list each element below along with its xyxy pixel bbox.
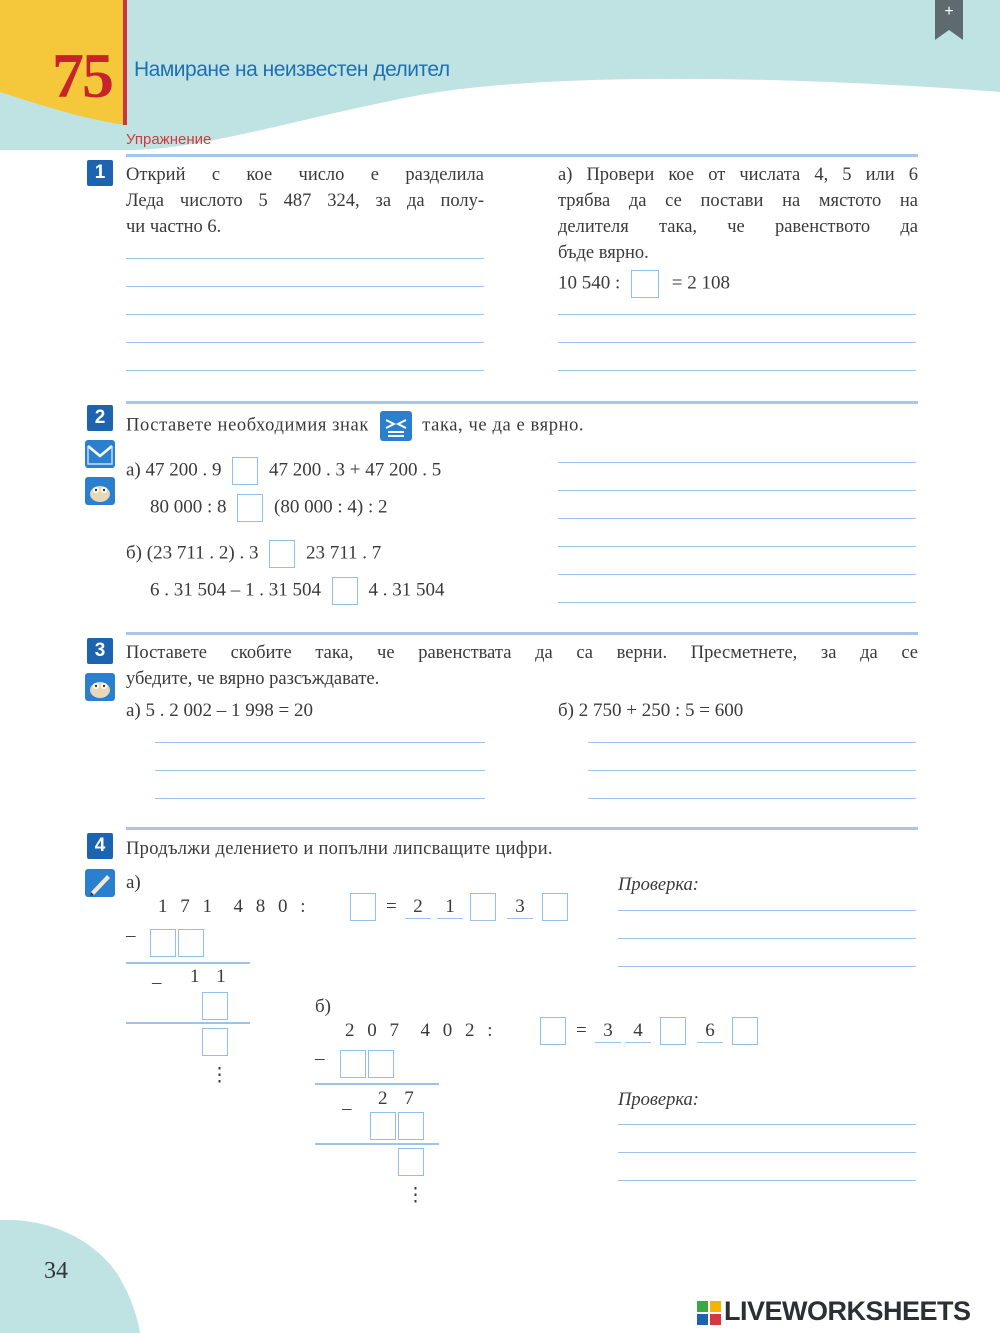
- quotient-digit: 1: [437, 896, 463, 919]
- liveworksheets-brand: LIVEWORKSHEETS: [724, 1296, 971, 1326]
- answer-line[interactable]: [558, 574, 916, 575]
- equals-sign: =: [386, 896, 397, 917]
- pencil-icon: [85, 869, 115, 897]
- divider: [126, 154, 918, 157]
- answer-line[interactable]: [618, 938, 916, 939]
- remainder-a: 1 1: [190, 966, 232, 987]
- answer-line[interactable]: [618, 966, 916, 967]
- expr-left: 6 . 31 504 – 1 . 31 504: [150, 579, 321, 601]
- lesson-title: Намиране на неизвестен делител: [134, 58, 450, 81]
- answer-line[interactable]: [558, 370, 916, 371]
- equation-left: 10 540 :: [558, 272, 621, 294]
- answer-line[interactable]: [155, 770, 485, 771]
- expr-left: 80 000 : 8: [150, 496, 227, 518]
- envelope-icon: [85, 440, 115, 468]
- continuation-dots: ⋮: [406, 1185, 425, 1206]
- divider: [126, 827, 918, 830]
- divider: [126, 401, 918, 404]
- answer-line[interactable]: [618, 910, 916, 911]
- equation-right: = 2 108: [671, 272, 730, 294]
- svg-text:+: +: [944, 3, 954, 20]
- dividend-a: 1 7 1 4 8 0 :: [158, 896, 310, 917]
- expr-left: 47 200 . 9: [145, 459, 222, 481]
- text-line: а) Провери кое от числата 4, 5 или 6: [558, 165, 918, 185]
- answer-line[interactable]: [155, 742, 485, 743]
- text-line: делителя така, че равенството да: [558, 217, 918, 237]
- text-line: чи частно 6.: [126, 217, 222, 237]
- sign-input-box[interactable]: [232, 457, 258, 485]
- answer-line[interactable]: [126, 286, 484, 287]
- quotient-digit-box[interactable]: [542, 893, 568, 921]
- answer-line[interactable]: [155, 798, 485, 799]
- instruction-part: Поставете необходимия знак: [126, 415, 369, 436]
- digit-box[interactable]: [398, 1112, 424, 1140]
- bookmark-icon: [935, 0, 963, 40]
- ex3-b-equation: б) 2 750 + 250 : 5 = 600: [558, 700, 744, 721]
- quotient-digit: 2: [405, 896, 431, 919]
- divisor-input-box[interactable]: [540, 1017, 566, 1045]
- digit-box[interactable]: [368, 1050, 394, 1078]
- answer-line[interactable]: [588, 742, 916, 743]
- minus-sign: –: [315, 1048, 325, 1069]
- check-label: Проверка:: [618, 875, 699, 895]
- subtraction-line: [315, 1143, 439, 1145]
- page-number: 34: [44, 1258, 68, 1284]
- answer-line[interactable]: [588, 798, 916, 799]
- answer-line[interactable]: [588, 770, 916, 771]
- expr-left: (23 711 . 2) . 3: [146, 542, 259, 564]
- digit-box[interactable]: [202, 1028, 228, 1056]
- exercise-number-badge: 3: [87, 638, 113, 664]
- expr-right: 47 200 . 3 + 47 200 . 5: [269, 459, 442, 481]
- ex1-equation: [558, 270, 730, 298]
- divisor-input-box[interactable]: [350, 893, 376, 921]
- divider: [126, 632, 918, 635]
- sign-input-box[interactable]: [237, 494, 263, 522]
- text-line: Леда числото 5 487 324, за да полу-: [126, 191, 484, 211]
- digit-box[interactable]: [370, 1112, 396, 1140]
- ex2-instruction: [126, 411, 584, 441]
- answer-line[interactable]: [558, 518, 916, 519]
- instruction-part: така, че да е вярно.: [422, 415, 585, 436]
- ex3-instruction: [126, 640, 918, 692]
- text-line: Открий с кое число е разделила: [126, 165, 484, 185]
- answer-line[interactable]: [618, 1124, 916, 1125]
- answer-line[interactable]: [558, 546, 916, 547]
- section-label: Упражнение: [126, 131, 212, 148]
- part-label: б): [126, 542, 142, 564]
- quotient-digit-box[interactable]: [732, 1017, 758, 1045]
- text-line: Поставете скобите така, че равенствата да са верни. Пресметнете, за да се: [126, 643, 918, 663]
- subtraction-line: [126, 1022, 250, 1024]
- quotient-digit-box[interactable]: [470, 893, 496, 921]
- text-line: убедите, че вярно разсъждавате.: [126, 669, 380, 689]
- expr-right: 23 711 . 7: [305, 542, 382, 564]
- sign-input-box[interactable]: [332, 577, 358, 605]
- digit-box[interactable]: [150, 929, 176, 957]
- part-label: а): [126, 872, 141, 893]
- exercise-number-badge: 4: [87, 833, 113, 859]
- exercise-number-badge: 2: [87, 405, 113, 431]
- quotient-digit: 3: [507, 896, 533, 919]
- part-label: б): [315, 996, 331, 1017]
- ex4-instruction: Продължи делението и попълни липсващите цифри.: [126, 839, 553, 859]
- exercise-number-badge: 1: [87, 160, 113, 186]
- answer-line[interactable]: [558, 314, 916, 315]
- answer-line[interactable]: [618, 1152, 916, 1153]
- minus-sign: –: [126, 925, 136, 946]
- answer-line[interactable]: [558, 490, 916, 491]
- text-line: бъде вярно.: [558, 243, 649, 263]
- footer-decoration: [0, 1220, 150, 1333]
- owl-icon: [85, 477, 115, 505]
- text-line: трябва да се постави на мястото на: [558, 191, 918, 211]
- answer-line[interactable]: [126, 258, 484, 259]
- answer-line[interactable]: [126, 342, 484, 343]
- subtraction-line: [126, 962, 250, 964]
- answer-line[interactable]: [558, 342, 916, 343]
- digit-box[interactable]: [178, 929, 204, 957]
- equals-sign: =: [576, 1020, 587, 1041]
- part-label: а): [126, 459, 141, 481]
- liveworksheets-logo-icon: [697, 1301, 721, 1325]
- answer-line[interactable]: [558, 602, 916, 603]
- answer-line[interactable]: [126, 314, 484, 315]
- remainder-b: 2 7: [378, 1088, 420, 1109]
- ex1-right-text: [558, 162, 918, 266]
- ex2-b-row2: [150, 577, 445, 605]
- owl-icon: [85, 673, 115, 701]
- answer-line[interactable]: [558, 462, 916, 463]
- quotient-digit: 3: [595, 1020, 621, 1043]
- answer-line[interactable]: [126, 370, 484, 371]
- minus-sign: –: [342, 1098, 352, 1119]
- compare-signs-icon: [380, 411, 412, 441]
- minus-sign: –: [152, 972, 162, 993]
- quotient-digit: 4: [625, 1020, 651, 1043]
- dividend-b: 2 0 7 4 0 2 :: [345, 1020, 497, 1041]
- digit-box[interactable]: [398, 1148, 424, 1176]
- divisor-input-box[interactable]: [631, 270, 659, 298]
- continuation-dots: ⋮: [210, 1065, 229, 1086]
- ex3-a-equation: а) 5 . 2 002 – 1 998 = 20: [126, 700, 313, 721]
- quotient-digit: 6: [697, 1020, 723, 1043]
- ex2-a-row1: [126, 457, 441, 485]
- lesson-number: 75: [52, 40, 112, 111]
- subtraction-line: [315, 1083, 439, 1085]
- check-label: Проверка:: [618, 1090, 699, 1110]
- ex2-b-row1: [126, 540, 381, 568]
- expr-right: 4 . 31 504: [368, 579, 445, 601]
- ex2-a-row2: [150, 494, 388, 522]
- quotient-digit-box[interactable]: [660, 1017, 686, 1045]
- expr-right: (80 000 : 4) : 2: [274, 496, 388, 518]
- digit-box[interactable]: [340, 1050, 366, 1078]
- ex1-left-text: [126, 162, 484, 240]
- sign-input-box[interactable]: [269, 540, 295, 568]
- answer-line[interactable]: [618, 1180, 916, 1181]
- digit-box[interactable]: [202, 992, 228, 1020]
